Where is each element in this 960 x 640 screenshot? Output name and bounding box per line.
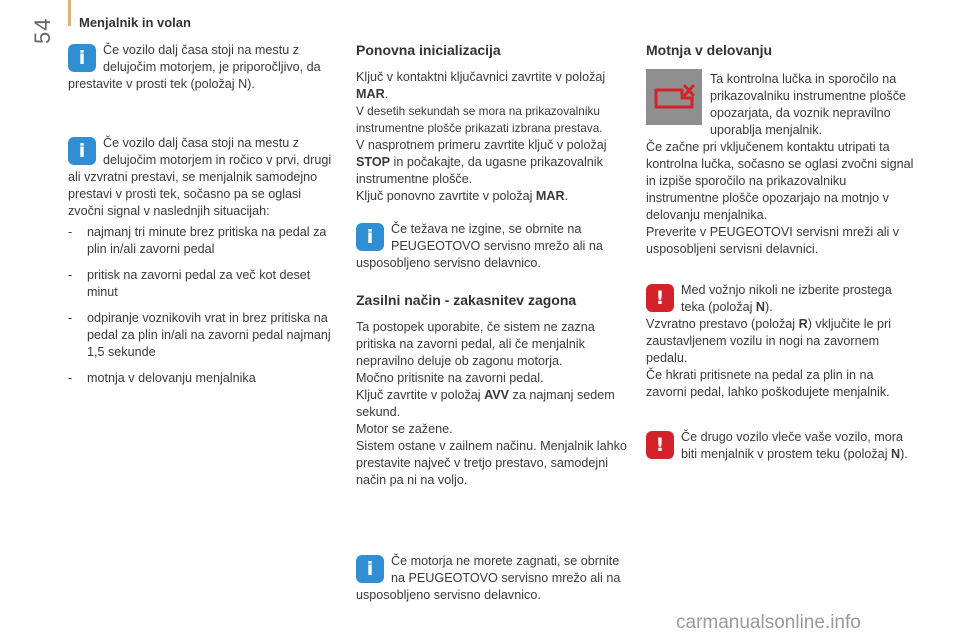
list-item: - najmanj tri minute brez pritiska na pedal za plin in/ali zavorni pedal <box>68 225 327 256</box>
section-heading-emergency: Zasilni način - zakasnitev zagona <box>356 292 577 308</box>
paragraph: V desetih sekundah se mora na prikazovalniku instrumentne plošče prikazati izbrana prestava. <box>356 104 603 135</box>
paragraph: V nasprotnem primeru zavrtite ključ v položaj STOP in počakajte, da ugasne prikazovalnik instrumentne plošče. <box>356 138 607 186</box>
paragraph: Sistem ostane v zailnem načinu. Menjalnik lahko prestavite največ v tretjo prestavo, samodejni način pa ni na voljo. <box>356 439 627 487</box>
paragraph: Ključ ponovno zavrtite v položaj MAR. <box>356 189 569 203</box>
info-note-text: Če motorja ne morete zagnati, se obrnite na PEUGEOTOVO servisno mrežo ali na usposobljeno servisno delavnico. <box>356 554 621 602</box>
info-note-neutral <box>68 42 340 93</box>
warning-icon: ! <box>646 431 674 459</box>
page-header: Menjalnik in volan <box>79 15 191 30</box>
paragraph: Vzvratno prestavo (položaj R) vključite le pri zaustavljenem vozilu in nogi na zavornem pedalu. <box>646 317 891 365</box>
warning-icon: ! <box>646 284 674 312</box>
list-item: - pritisk na zavorni pedal za več kot deset minut <box>68 268 311 299</box>
list-item: - motnja v delovanju menjalnika <box>68 371 256 385</box>
paragraph: Ta postopek uporabite, če sistem ne zazna pritiska na zavorni pedal, ali če menjalnik nepravilno deluje ob zagonu motorja. <box>356 320 595 368</box>
header-accent-bar <box>68 0 71 26</box>
watermark: carmanualsonline.info <box>676 612 861 633</box>
info-note-contact <box>356 221 632 272</box>
info-note-auto-neutral <box>68 135 340 387</box>
paragraph: Če začne pri vključenem kontaktu utripati ta kontrolna lučka, sočasno se oglasi zvočni signal in izpiše sporočilo na prikazovalniku instrumentne plošče opozarjajo na motnjo v delovanju menjalnika. <box>646 140 914 222</box>
paragraph: Ključ zavrtite v položaj AVV za najmanj sedem sekund. <box>356 388 615 419</box>
paragraph: Ključ v kontaktni ključavnici zavrtite v položaj MAR. <box>356 70 606 101</box>
page-number: 54 <box>30 17 55 44</box>
warning-note-towing <box>646 429 914 463</box>
warning-note-text: Če drugo vozilo vleče vaše vozilo, mora biti menjalnik v prostem teku (položaj N). <box>681 430 908 461</box>
info-note-no-start <box>356 553 632 604</box>
paragraph: Motor se zažene. <box>356 422 453 436</box>
warning-note-neutral <box>646 282 914 401</box>
column-middle <box>356 42 632 604</box>
section-heading-fault: Motnja v delovanju <box>646 42 773 58</box>
paragraph: Preverite v PEUGEOTOVI servisni mreži ali v usposobljeni servisni delavnici. <box>646 225 900 256</box>
info-icon: i <box>68 137 96 165</box>
info-icon: i <box>356 223 384 251</box>
paragraph: Če hkrati pritisnete na pedal za plin in na zavorni pedal, lahko poškodujete menjalnik. <box>646 368 890 399</box>
warning-light-text: Ta kontrolna lučka in sporočilo na prikazovalniku instrumentne plošče opozarjata, da voznik nepravilno uporablja menjalnik. <box>710 72 907 137</box>
transmission-fault-icon <box>646 69 702 125</box>
warning-note-text: Med vožnjo nikoli ne izberite prostega teka (položaj N). <box>681 283 892 314</box>
info-icon: i <box>68 44 96 72</box>
column-right <box>646 42 914 463</box>
info-icon: i <box>356 555 384 583</box>
warning-light-note <box>646 69 914 139</box>
info-note-text: Če težava ne izgine, se obrnite na PEUGEOTOVO servisno mrežo ali na usposobljeno servisno delavnico. <box>356 222 603 270</box>
column-left <box>68 42 340 396</box>
section-heading-reinit: Ponovna inicializacija <box>356 42 501 58</box>
info-note-text: Če vozilo dalj časa stoji na mestu z delujočim motorjem, je priporočljivo, da prestavite v prosti tek (položaj N). <box>68 43 321 91</box>
list-item: - odpiranje voznikovih vrat in brez pritiska na pedal za plin in/ali na zavorni pedal najmanj 1,5 sekunde <box>68 311 331 359</box>
paragraph: Močno pritisnite na zavorni pedal. <box>356 371 544 385</box>
situation-list <box>68 224 340 387</box>
info-note-text: Če vozilo dalj časa stoji na mestu z delujočim motorjem in ročico v prvi, drugi ali vzvratni prestavi, se menjalnik samodejno prestavi v prosti tek, sočasno pa se oglasi zvočni signal v naslednjih situacijah: <box>68 136 332 218</box>
